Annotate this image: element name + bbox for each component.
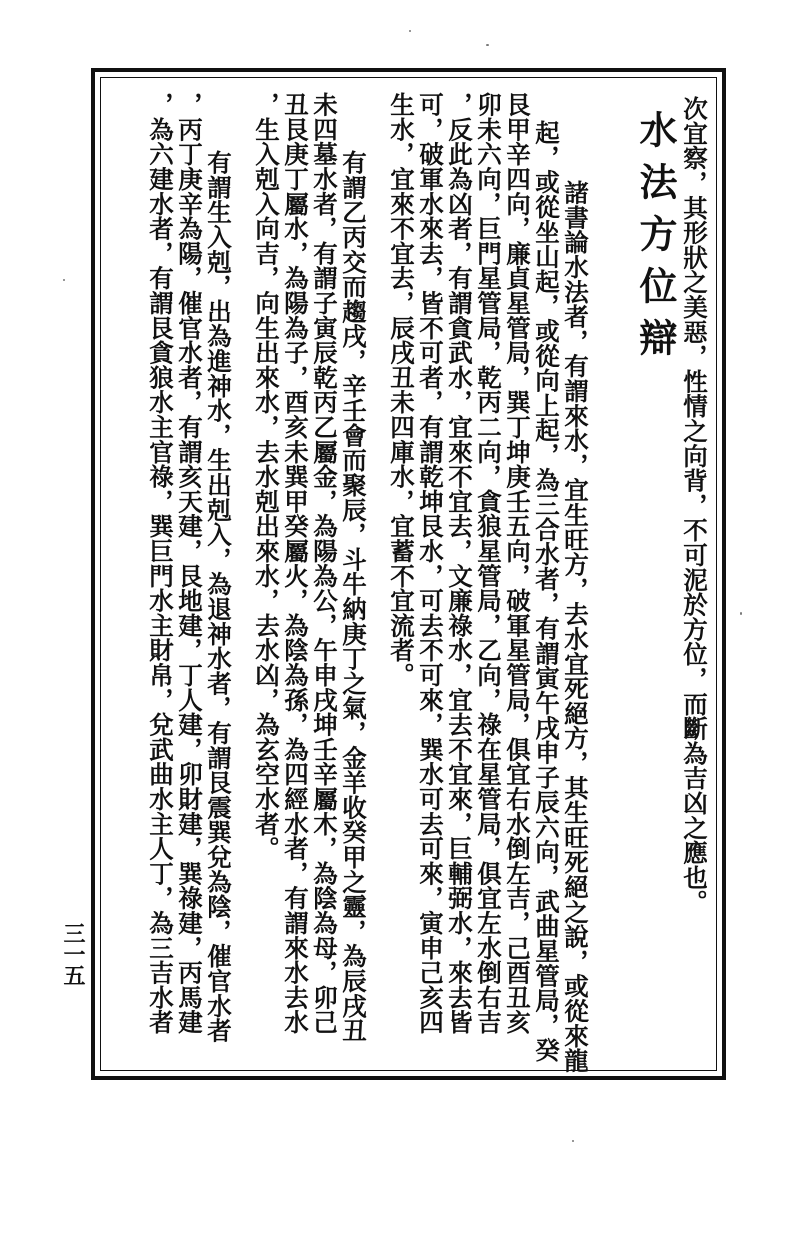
scan-speck	[572, 1140, 574, 1142]
text-column-7: 可，破軍水來去，皆不可者，有謂乾坤艮水，可去不可來，巽水可去可來，寅申己亥四	[416, 92, 445, 1035]
scan-speck	[486, 44, 489, 46]
text-column-1: 次宜察，其形狀之美惡，性情之向背，不可泥於方位，而斷為吉凶之應也。	[680, 96, 709, 915]
text-column-8: 生水，宜來不宜去，辰戌丑未四庫水，宜蓄不宜流者。	[387, 92, 416, 688]
scan-speck	[740, 612, 742, 615]
text-column-11: 丑艮庚丁屬水，為陽為子，酉亥未巽甲癸屬火，為陰為孫，為四經水者，有謂來水去水	[281, 92, 310, 1035]
text-column-6: ，反此為凶者，有謂貪武水，宜來不宜去，文廉祿水，宜去不宜來，巨輔弼水，來去皆	[445, 92, 474, 1035]
text-column-13: 有謂生入剋，出為進神水，生出剋入，為退神水者，有謂艮震巽兌為陰，催官水者	[204, 150, 233, 1043]
text-column-15: ，為六建水者，有謂艮貪狼水主官祿，巽巨門水主財帛，兌武曲水主人丁，為三吉水者	[146, 92, 175, 1035]
scan-speck	[63, 279, 65, 281]
text-column-9: 有謂乙丙交而趨戌，辛壬會而聚辰，斗牛納庚丁之氣，金羊收癸甲之靈，為辰戌丑	[339, 150, 368, 1043]
text-body	[112, 92, 712, 1073]
text-column-2: 諸書論水法者，有謂來水，宜生旺方，去水宜死絕方，其生旺死絕之說，或從來龍	[561, 180, 590, 1073]
text-column-12: ，生入剋入向吉，向生出來水，去水剋出來水，去水凶，為玄空水者。	[252, 92, 281, 861]
text-column-14: ，丙丁庚辛為陽，催官水者，有謂亥天建，艮地建，丁人建，卯財建，巽祿建，丙馬建	[175, 92, 204, 1035]
page-number: 三一五	[60, 922, 86, 985]
text-column-5: 卯未六向，巨門星管局，乾丙二向，貪狼星管局，乙向，祿在星管局，俱宜左水倒右吉	[474, 92, 503, 1035]
text-column-10: 未四墓水者，有謂子寅辰乾丙乙屬金，為陽為公，午申戌坤壬辛屬木，為陰為母，卯己	[310, 92, 339, 1035]
text-column-4: 艮甲辛四向，廉貞星管局，巽丁坤庚壬五向，破軍星管局，俱宜右水倒左吉，己酉丑亥	[503, 92, 532, 1035]
page-title: 水法方位辯	[633, 110, 678, 370]
text-column-3: 起，或從坐山起，或從向上起，為三合水者，有謂寅午戌申子辰六向，武曲星管局，癸	[532, 120, 561, 1063]
scan-speck	[409, 30, 411, 32]
